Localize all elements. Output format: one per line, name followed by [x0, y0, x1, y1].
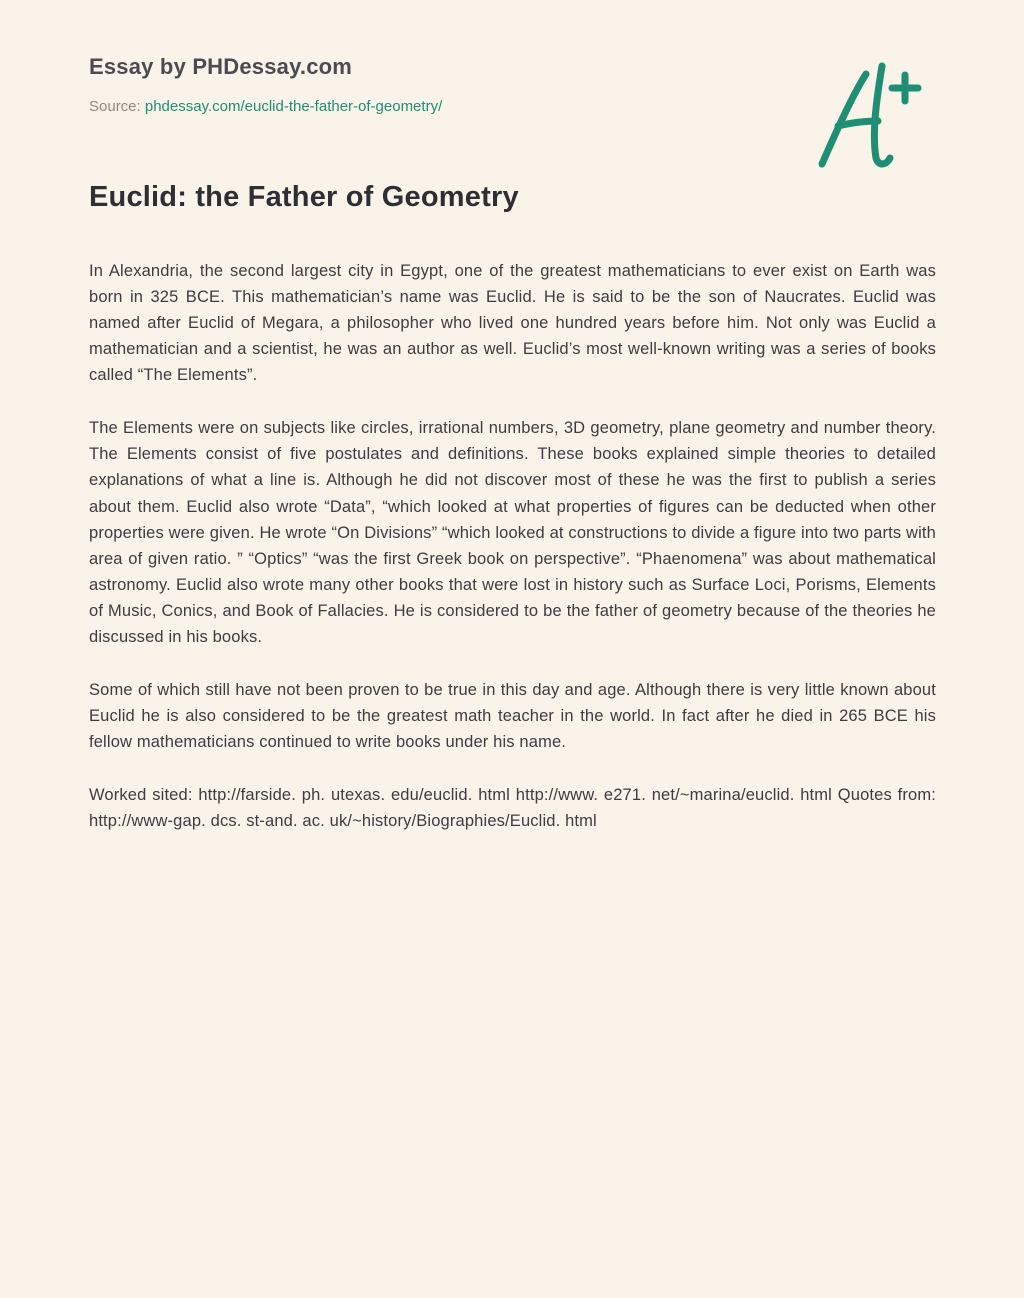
document-header: [89, 54, 936, 115]
essay-paragraph-1: In Alexandria, the second largest city in Egypt, one of the greatest mathematicians to ever exist on Earth was born in 325 BCE. This mathematician’s name was Euclid. He is said to be the son of Naucrates. Euclid was named after Euclid of Megara, a philosopher who lived one hundred years before him. Not only was Euclid a mathematician and a scientist, he was an author as well. Euclid’s most well-known writing was a series of books called “The Elements”.: [89, 262, 936, 385]
page-title: Euclid: the Father of Geometry: [89, 181, 519, 213]
source-row: [89, 98, 936, 115]
essay-body: [89, 258, 936, 834]
essay-paragraph-worked-sited: Worked sited: http://farside. ph. utexas. edu/euclid. html http://www. e271. net/~marina/euclid. html Quotes from: http://www-gap. dcs. st-and. ac. uk/~history/Biographies/Euclid. html: [89, 786, 936, 831]
source-link[interactable]: phdessay.com/euclid-the-father-of-geometry/: [144, 98, 443, 115]
phdessay-logo-icon: [814, 62, 924, 172]
essay-paragraph-3: Some of which still have not been proven to be true in this day and age. Although there is very little known about Euclid he is also considered to be the greatest math teacher in the world. In fact after he died in 265 BCE his fellow mathematicians continued to write books under his name.: [89, 680, 936, 751]
essay-byline: Essay by PHDessay.com: [89, 54, 353, 79]
source-label: Source:: [89, 98, 141, 115]
essay-paragraph-2: The Elements were on subjects like circles, irrational numbers, 3D geometry, plane geometry and number theory. The Elements consist of five postulates and definitions. These books explained simple theories to detailed explanations of what a line is. Although he did not discover most of these he was the first to publish a series about them. Euclid also wrote “Data”, “which looked at what properties of figures can be deducted when other properties were given. He wrote “On Divisions” “which looked at constructions to divide a figure into two parts with area of given ratio. ” “Optics” “was the first Greek book on perspective”. “Phaenomena” was about mathematical astronomy. Euclid also wrote many other books that were lost in history such as Surface Loci, Porisms, Elements of Music, Conics, and Book of Fallacies. He is considered to be the father of geometry because of the theories he discussed in his books.: [89, 419, 936, 646]
